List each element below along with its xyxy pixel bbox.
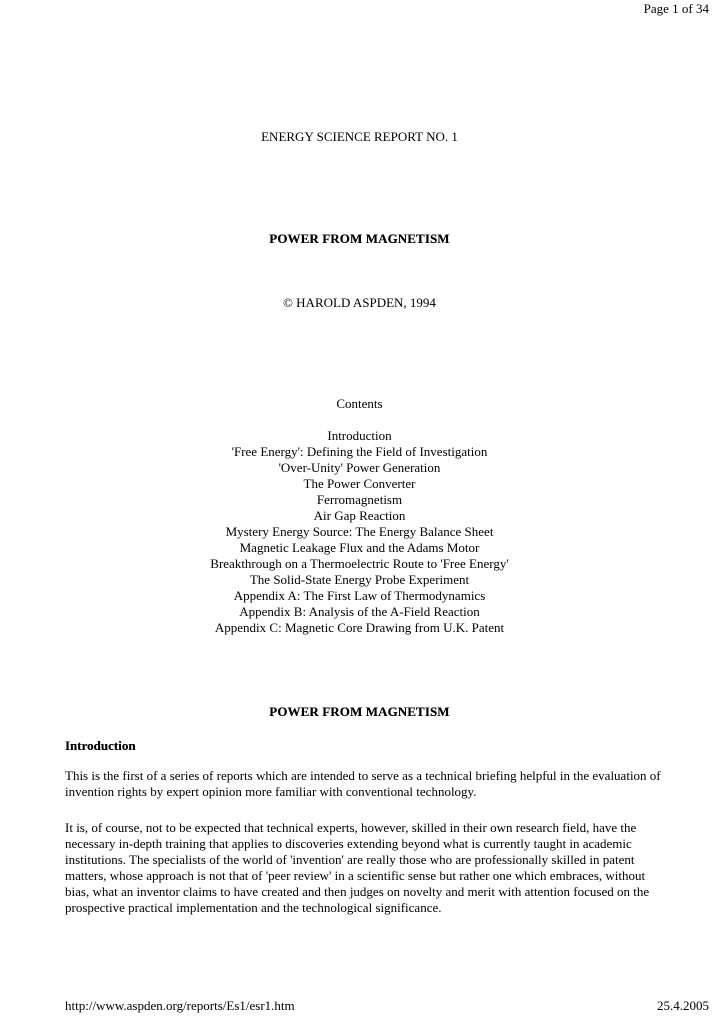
toc-item-appendix-c: Appendix C: Magnetic Core Drawing from U.K. Patent xyxy=(214,620,505,635)
toc-item-over-unity: 'Over-Unity' Power Generation xyxy=(278,460,441,475)
table-of-contents xyxy=(0,428,719,636)
section-title: POWER FROM MAGNETISM xyxy=(269,704,450,719)
contents-heading: Contents xyxy=(336,396,383,411)
toc-item-introduction: Introduction xyxy=(327,428,392,443)
toc-item-mystery-energy-source: Mystery Energy Source: The Energy Balance Sheet xyxy=(225,524,494,539)
main-title: POWER FROM MAGNETISM xyxy=(269,231,450,246)
footer-url: http://www.aspden.org/reports/Es1/esr1.htm xyxy=(65,998,295,1013)
footer-date: 25.4.2005 xyxy=(657,998,709,1013)
page-number: Page 1 of 34 xyxy=(643,1,709,16)
toc-item-air-gap-reaction: Air Gap Reaction xyxy=(313,508,406,523)
body-paragraph: It is, of course, not to be expected that technical experts, however, skilled in their own research field, have the necessary in-depth training that applies to discoveries extending beyond what is currently taught in academic institutions. The specialists of the world of 'invention' are really those who are professionally skilled in patent matters, whose approach is not that of 'peer review' in a scientific sense but rather one which embraces, without bias, what an inventor claims to have created and then judges on novelty and merit with attention focused on the prospective practical implementation and the technological significance. xyxy=(65,820,650,915)
toc-item-magnetic-leakage-flux: Magnetic Leakage Flux and the Adams Motor xyxy=(239,540,480,555)
section-heading: Introduction xyxy=(65,738,136,753)
toc-item-energy-probe-experiment: The Solid-State Energy Probe Experiment xyxy=(249,572,470,587)
toc-item-free-energy: 'Free Energy': Defining the Field of Investigation xyxy=(231,444,488,459)
toc-item-thermoelectric-breakthrough: Breakthrough on a Thermoelectric Route to 'Free Energy' xyxy=(210,556,509,571)
body-paragraph: This is the first of a series of reports which are intended to serve as a technical briefing helpful in the evaluation of invention rights by expert opinion more familiar with conventional technology. xyxy=(65,768,661,799)
toc-item-appendix-b: Appendix B: Analysis of the A-Field Reaction xyxy=(239,604,480,619)
toc-item-power-converter: The Power Converter xyxy=(303,476,416,491)
copyright-notice: © HAROLD ASPDEN, 1994 xyxy=(283,295,436,310)
report-title: ENERGY SCIENCE REPORT NO. 1 xyxy=(261,129,458,144)
toc-item-appendix-a: Appendix A: The First Law of Thermodynamics xyxy=(233,588,486,603)
toc-item-ferromagnetism: Ferromagnetism xyxy=(316,492,403,507)
